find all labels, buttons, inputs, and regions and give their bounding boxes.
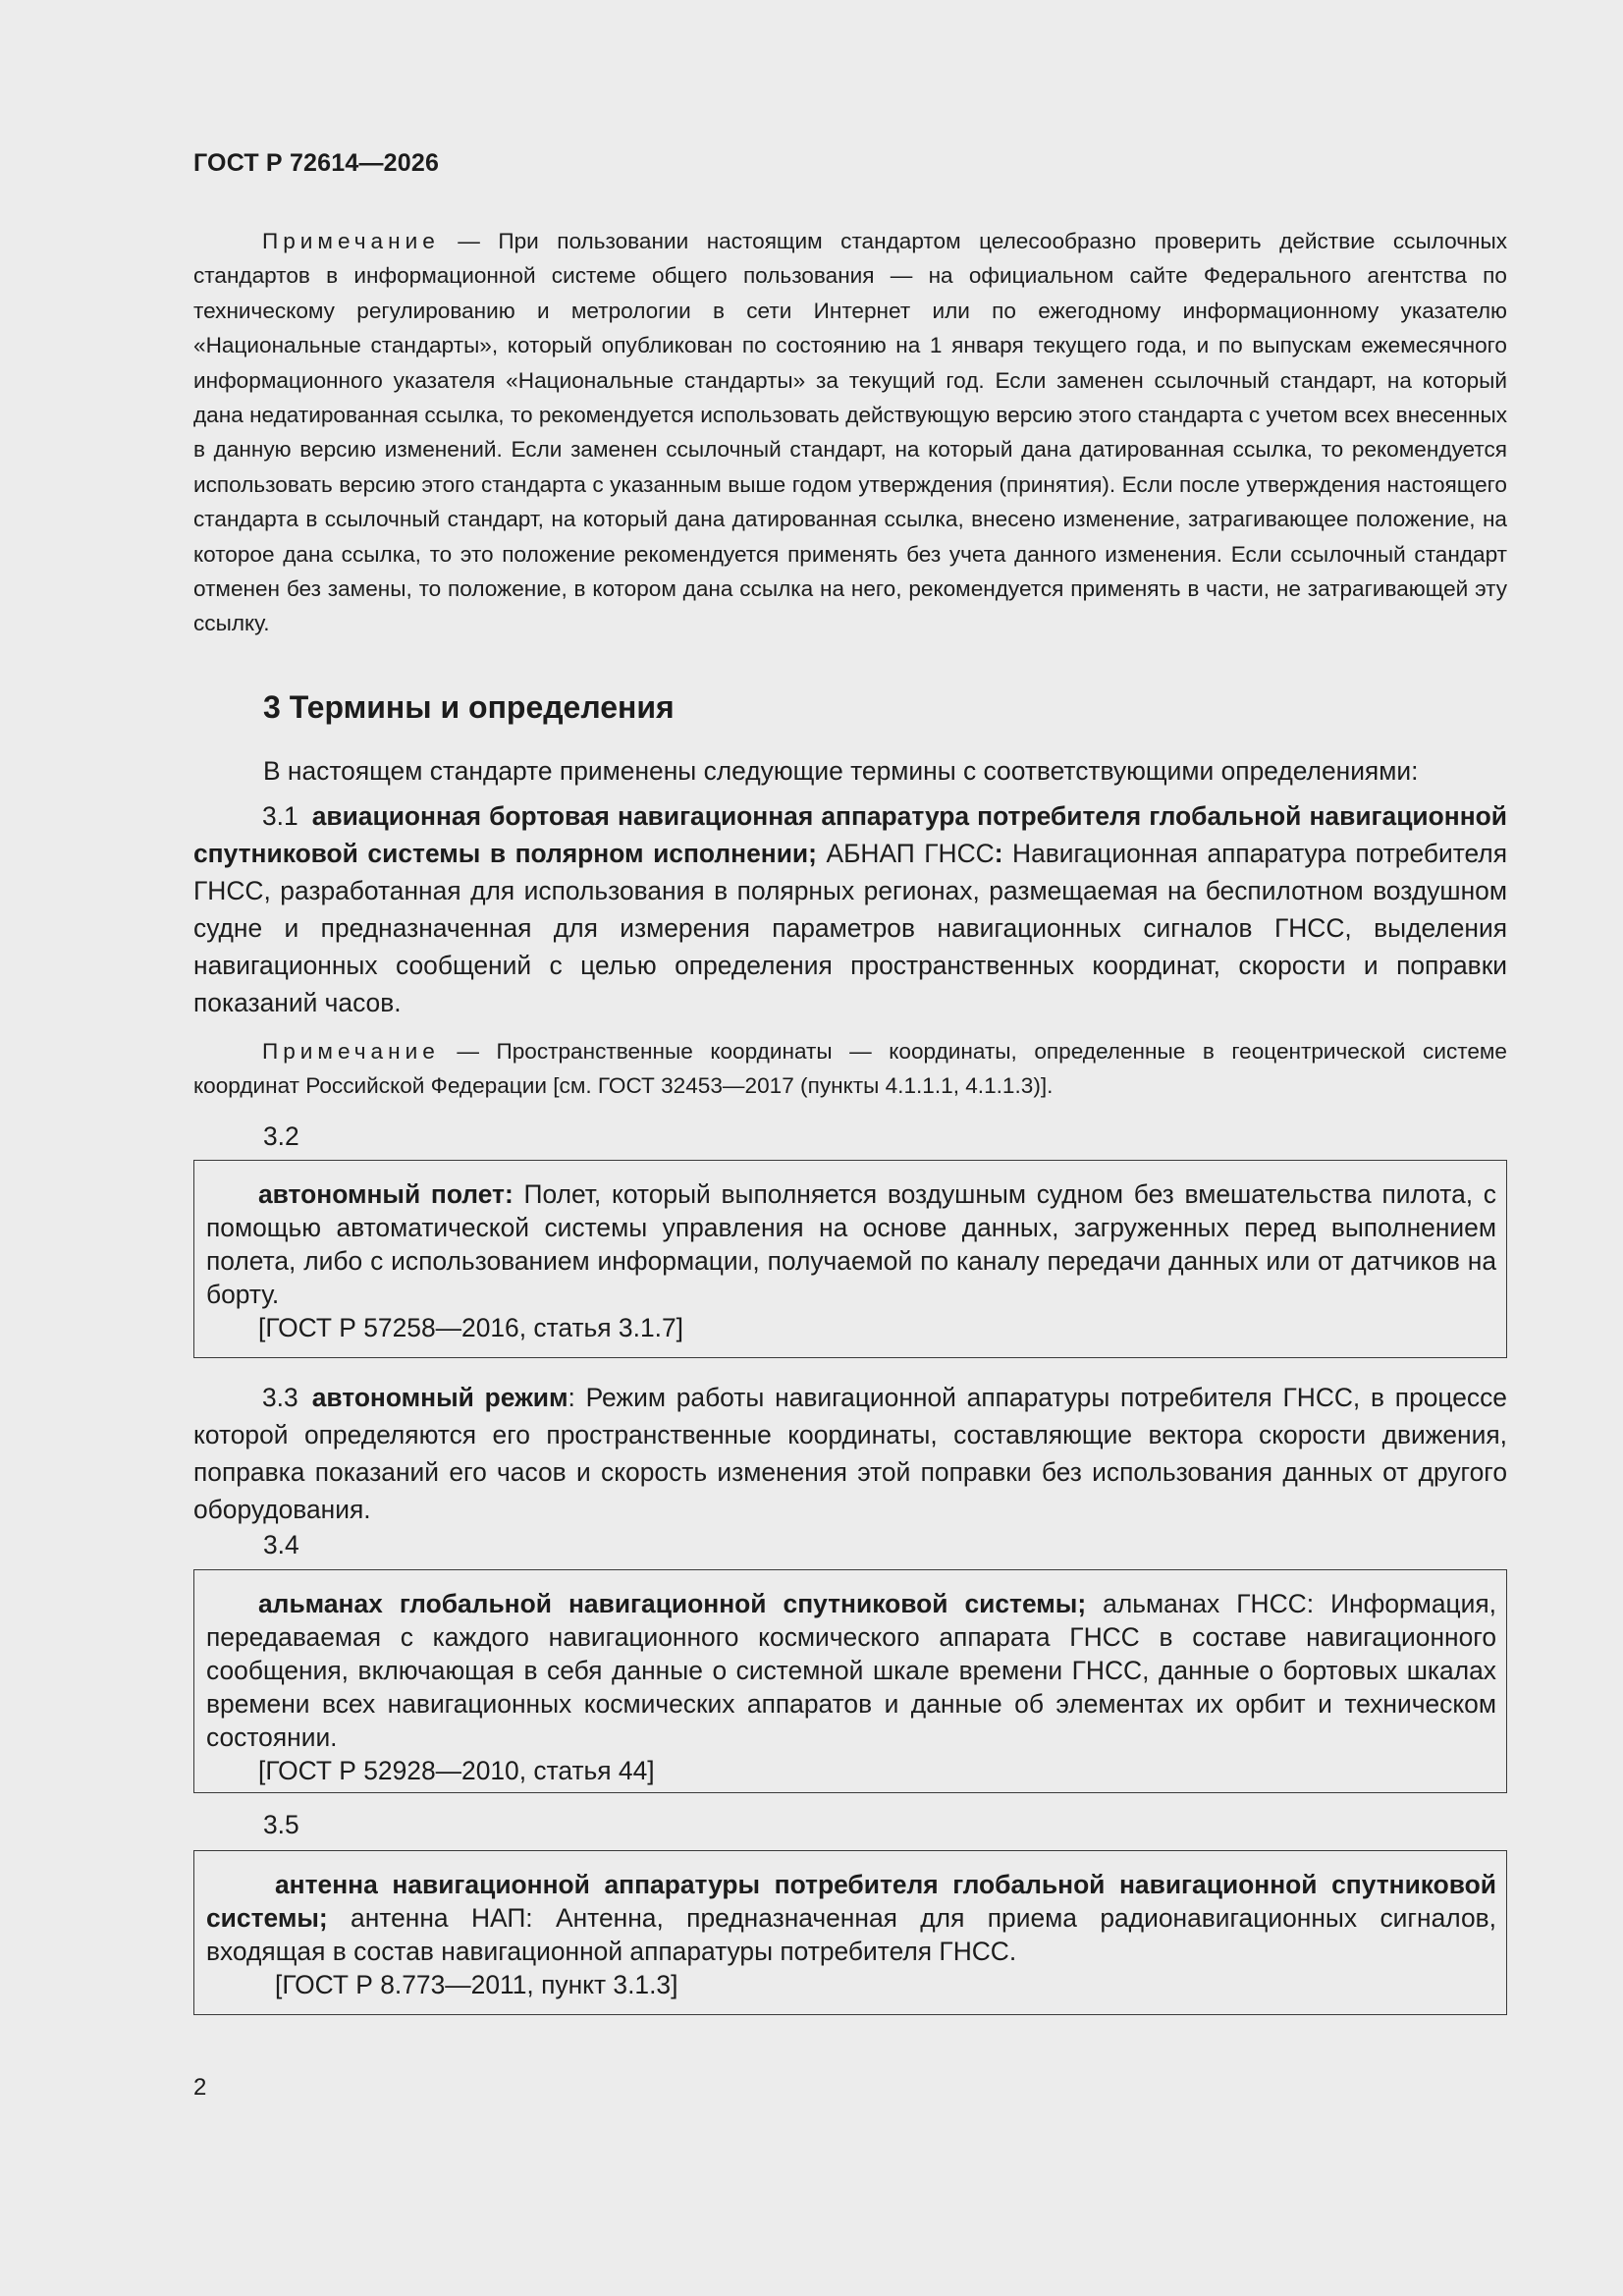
note-text: — При пользовании настоящим стандартом целесообразно проверить действие ссылочных стандартов в информационной системе общего пользования — на официальном сайте Федерального агентства по техническому регулированию и метрологии в сети Интернет или по ежегодному информационному указателю «Национальные стандарты», который опубликован по состоянию на 1 января текущего года, и по выпускам ежемесячного информационного указателя «Национальные стандарты» за текущий год. Если заменен ссылочный стандарт, на который дана недатированная ссылка, то рекомендуется использовать действующую версию этого стандарта с учетом всех внесенных в данную версию изменений. Если заменен ссылочный стандарт, на который дана датированная ссылка, то рекомендуется использовать версию этого стандарта с указанным выше годом утверждения (принятия). Если после утверждения настоящего стандарта в ссылочный стандарт, на который дана датированная ссылка, внесено изменение, затрагивающее положение, на которое дана ссылка, то это положение рекомендуется применять без учета данного изменения. Если ссылочный стандарт отменен без замены, то положение, в котором дана ссылка на него, рекомендуется применять в части, не затрагивающей эту ссылку.	[193, 229, 1507, 636]
section-intro: В настоящем стандарте применены следующие термины с соответствующими определениями:	[263, 756, 1419, 786]
term-abbreviation: АБНАП ГНСС	[816, 839, 995, 868]
term-source: [ГОСТ Р 57258—2016, статья 3.1.7]	[258, 1313, 683, 1342]
term-name: альманах глобальной навигационной спутниковой системы;	[258, 1589, 1087, 1618]
reference-note	[193, 224, 1507, 641]
term-name: антенна навигационной аппаратуры потребителя глобальной навигационной спутниковой системы;	[206, 1870, 1496, 1933]
term-3-2-number: 3.2	[263, 1121, 299, 1151]
term-source: [ГОСТ Р 52928—2010, статья 44]	[258, 1756, 655, 1785]
term-number: 3.3	[262, 1383, 298, 1412]
term-3-3	[193, 1379, 1507, 1528]
term-definition: Полет, который выполняется воздушным судном без вмешательства пилота, с помощью автоматической системы управления на основе данных, загруженных перед выполнением полета, либо с использованием информации, получаемой по каналу передачи данных или от датчиков на борту.	[206, 1179, 1496, 1309]
term-number: 3.1	[262, 801, 298, 831]
term-name: авиационная бортовая навигационная аппаратура потребителя глобальной навигационной спутниковой системы в полярном исполнении;	[193, 801, 1507, 868]
term-colon: :	[994, 839, 1003, 868]
term-name: автономный режим	[311, 1383, 568, 1412]
term-3-5-box	[193, 1850, 1507, 2015]
term-3-4-text	[206, 1587, 1496, 1754]
term-3-2-text	[206, 1177, 1496, 1311]
term-3-4-box	[193, 1569, 1507, 1793]
term-3-2-box	[193, 1160, 1507, 1358]
page-number: 2	[193, 2074, 207, 2101]
term-3-5-number: 3.5	[263, 1810, 299, 1839]
term-definition: антенна НАП: Антенна, предназначенная для приема радионавигационных сигналов, входящая в состав навигационной аппаратуры потребителя ГНСС.	[206, 1903, 1496, 1966]
term-definition: альманах ГНСС: Информация, передаваемая с каждого навигационного космического аппарата ГНСС в составе навигационного сообщения, включающая в себя данные о системной шкале времени ГНСС, данные о бортовых шкалах времени всех навигационных космических аппаратов и данные об элементах их орбит и техническом состоянии.	[206, 1589, 1496, 1752]
note-text: — Пространственные координаты — координаты, определенные в геоцентрической системе координат Российской Федерации [см. ГОСТ 32453—2017 (пункты 4.1.1.1, 4.1.1.3)].	[193, 1039, 1507, 1099]
note-label: Примечание	[262, 1039, 440, 1064]
term-3-5-text	[206, 1868, 1496, 1968]
note-label: Примечание	[262, 229, 440, 253]
term-source: [ГОСТ Р 8.773—2011, пункт 3.1.3]	[275, 1970, 678, 1999]
term-3-1	[193, 797, 1507, 1021]
term-note	[193, 1034, 1507, 1104]
section-title: 3 Термины и определения	[263, 689, 675, 725]
term-name: автономный полет:	[258, 1179, 514, 1209]
standard-header: ГОСТ Р 72614—2026	[193, 149, 440, 177]
term-definition: Навигационная аппаратура потребителя ГНСС, разработанная для использования в полярных регионах, размещаемая на беспилотном воздушном судне и предназначенная для измерения параметров навигационных сигналов ГНСС, выделения навигационных сообщений с целью определения пространственных координат, скорости и поправки показаний часов.	[193, 839, 1507, 1017]
term-3-4-number: 3.4	[263, 1530, 299, 1559]
term-definition: : Режим работы навигационной аппаратуры потребителя ГНСС, в процессе которой определяются его пространственные координаты, составляющие вектора скорости движения, поправка показаний его часов и скорость изменения этой поправки без использования данных от другого оборудования.	[193, 1383, 1507, 1524]
